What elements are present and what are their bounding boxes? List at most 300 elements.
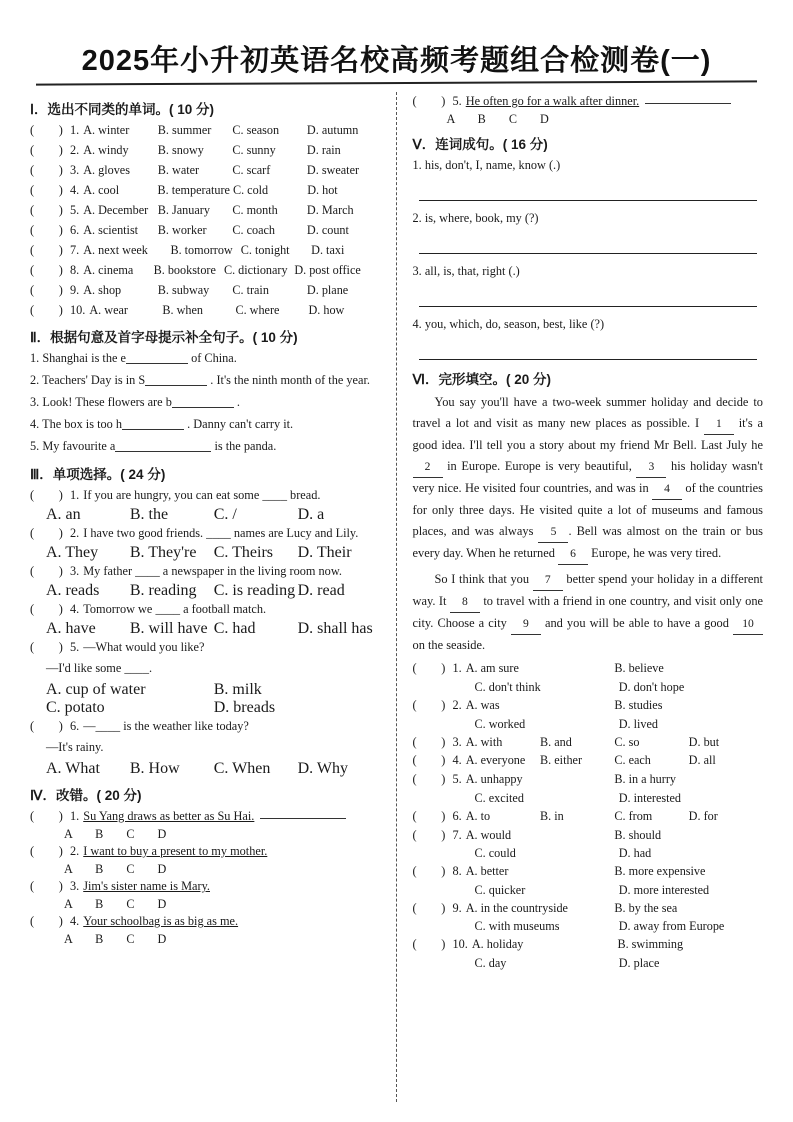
option-a[interactable]: A. to: [465, 808, 491, 823]
sentence-build-item: [413, 209, 764, 229]
word-list: his, don't, I, name, know (.): [424, 158, 561, 173]
fill-blank-item[interactable]: [30, 415, 382, 435]
section-4-heading: Ⅳ．改错。( 20 分): [30, 788, 142, 804]
option-b[interactable]: B. milk: [213, 681, 262, 699]
answer-paren[interactable]: ( ): [30, 602, 63, 617]
choice-letters[interactable]: A B C D: [446, 112, 559, 127]
option-c[interactable]: C. is reading: [213, 582, 296, 600]
cloze-blank-2[interactable]: 2: [413, 457, 443, 478]
option-d[interactable]: D. away from Europe: [618, 919, 725, 934]
answer-paren[interactable]: ( ): [30, 809, 63, 824]
question-number: 1.: [452, 661, 462, 676]
question-row[interactable]: [413, 771, 764, 789]
option-d[interactable]: D. more interested: [618, 882, 710, 897]
answer-paren[interactable]: ( ): [30, 163, 63, 178]
option-d[interactable]: D. March: [306, 203, 354, 218]
option-a[interactable]: A. They: [46, 544, 99, 562]
question-number: 2.: [70, 143, 80, 158]
answer-paren[interactable]: ( ): [30, 143, 63, 158]
option-a[interactable]: A. December: [83, 203, 149, 218]
error-sentence: Your schoolbag is as big as me.: [83, 914, 239, 929]
right-column: [397, 92, 764, 1102]
sentence-suffix: . Danny can't carry it.: [187, 417, 294, 432]
answer-paren[interactable]: ( ): [30, 879, 63, 894]
answer-paren[interactable]: ( ): [412, 734, 446, 749]
option-c[interactable]: C. scarf: [232, 163, 271, 178]
question-number: 3.: [412, 263, 422, 278]
word-list: you, which, do, season, best, like (?): [424, 316, 605, 331]
option-d[interactable]: D. had: [618, 846, 652, 861]
question-row[interactable]: [30, 301, 382, 320]
cloze-blank-5[interactable]: 5: [538, 522, 568, 543]
blank-input[interactable]: [172, 395, 234, 408]
option-a[interactable]: A. reads: [46, 582, 100, 600]
fill-blank-item[interactable]: [30, 371, 382, 391]
error-sentence: Su Yang draws as better as Su Hai.: [83, 809, 255, 824]
answer-paren[interactable]: ( ): [412, 772, 446, 787]
answer-paren[interactable]: ( ): [30, 914, 63, 929]
passage-part: You say you'll have a two-week summer holiday and decide to travel a lot and visit as many new places as possible. I: [412, 394, 763, 430]
option-d[interactable]: D. Their: [297, 544, 352, 562]
option-b[interactable]: B. worker: [157, 223, 207, 238]
option-d[interactable]: D. for: [688, 808, 718, 823]
word-list: all, is, that, right (.): [424, 263, 520, 278]
option-a[interactable]: A. holiday: [471, 937, 524, 952]
option-a[interactable]: A. unhappy: [465, 772, 523, 787]
answer-paren[interactable]: ( ): [30, 303, 63, 318]
cloze-blank-1[interactable]: 1: [704, 414, 734, 435]
answer-paren[interactable]: ( ): [30, 283, 63, 298]
option-b[interactable]: B. reading: [129, 582, 197, 600]
option-d[interactable]: D. interested: [618, 791, 682, 805]
option-b[interactable]: B. summer: [157, 123, 212, 137]
sentence-prefix: Shanghai is the e: [42, 351, 126, 366]
question-row[interactable]: [30, 161, 382, 180]
question-row[interactable]: [413, 936, 764, 954]
passage-part: So I think that you: [434, 572, 533, 587]
option-a[interactable]: A. an: [46, 506, 81, 524]
option-row[interactable]: [475, 790, 764, 808]
answer-blank[interactable]: [645, 92, 731, 104]
question-row[interactable]: [30, 877, 382, 896]
option-c[interactable]: C. season: [232, 123, 280, 137]
option-b[interactable]: B. more expensive: [614, 864, 706, 879]
option-a[interactable]: A. scientist: [83, 223, 139, 238]
option-row[interactable]: [46, 681, 382, 699]
question-number: 7.: [452, 827, 462, 842]
sentence-build-item: [413, 262, 764, 282]
sentence-prefix: Look! These flowers are b: [42, 395, 172, 410]
passage-part: on the seaside.: [412, 638, 486, 653]
question-number: 4.: [452, 753, 462, 768]
question-number: 6.: [70, 223, 80, 238]
question-number: 3.: [70, 564, 80, 579]
answer-paren[interactable]: ( ): [30, 183, 63, 198]
left-column: [30, 92, 397, 1102]
question-row[interactable]: [413, 808, 764, 826]
option-c[interactable]: C. could: [474, 846, 516, 861]
answer-paren[interactable]: ( ): [30, 223, 63, 238]
option-d[interactable]: D. rain: [306, 143, 341, 158]
option-b[interactable]: B. the: [129, 506, 169, 524]
option-b[interactable]: B. How: [129, 760, 180, 778]
option-row[interactable]: [46, 582, 382, 600]
question-number: 1.: [70, 123, 80, 137]
answer-paren[interactable]: ( ): [30, 719, 63, 734]
passage-part: it's a good idea. I'll tell you a story about my friend Mr Bell. Last July he: [412, 416, 763, 452]
option-c[interactable]: C. train: [232, 283, 269, 298]
option-a[interactable]: A. cool: [83, 183, 120, 198]
answer-write-line[interactable]: [419, 180, 758, 201]
option-b[interactable]: B. January: [157, 203, 210, 218]
option-c[interactable]: C. cold: [232, 183, 269, 198]
option-b[interactable]: B. will have: [129, 620, 208, 638]
question-number: 8.: [452, 864, 462, 879]
option-b[interactable]: B. studies: [614, 698, 663, 712]
question-stem: —____ is the weather like today?: [83, 719, 249, 734]
question-number: 6.: [70, 719, 80, 734]
option-b[interactable]: B. in: [540, 808, 564, 823]
option-d[interactable]: D. breads: [213, 699, 276, 717]
option-c[interactable]: C. coach: [232, 223, 275, 238]
question-row[interactable]: [30, 524, 382, 543]
question-number: 2.: [70, 526, 80, 541]
option-c[interactable]: C. /: [213, 506, 237, 524]
option-a[interactable]: A. shop: [83, 283, 122, 298]
question-row[interactable]: [413, 660, 764, 678]
option-a[interactable]: A. What: [46, 760, 100, 778]
answer-write-line[interactable]: [419, 286, 758, 307]
option-row[interactable]: [475, 955, 764, 973]
option-c[interactable]: C. dictionary: [223, 263, 288, 278]
question-stem-line2: —It's rainy.: [46, 740, 104, 755]
question-row[interactable]: [30, 638, 382, 657]
question-stem: Tomorrow we ____ a football match.: [83, 602, 267, 617]
option-d[interactable]: D. read: [297, 582, 345, 600]
passage-part: in Europe. Europe is very beautiful,: [442, 459, 637, 474]
option-a[interactable]: A. with: [465, 734, 503, 749]
option-c[interactable]: C. had: [213, 620, 256, 638]
option-a[interactable]: A. cup of water: [46, 681, 146, 699]
question-row[interactable]: [30, 221, 382, 240]
answer-paren[interactable]: ( ): [412, 827, 446, 842]
question-row[interactable]: [30, 201, 382, 220]
option-a[interactable]: A. gloves: [83, 163, 130, 178]
title-block: [30, 24, 763, 86]
option-c[interactable]: C. month: [232, 203, 278, 218]
question-row[interactable]: [30, 717, 382, 736]
option-d[interactable]: D. sweater: [306, 163, 360, 178]
option-b[interactable]: B. either: [540, 753, 583, 768]
question-number: 5.: [70, 640, 80, 655]
option-b[interactable]: B. in a hurry: [614, 772, 676, 787]
option-c[interactable]: C. Theirs: [213, 544, 274, 562]
sentence-prefix: My favourite a: [42, 439, 116, 454]
option-b[interactable]: B. temperature: [157, 183, 230, 198]
question-number: 8.: [70, 263, 80, 278]
section-1-heading: Ⅰ．选出不同类的单词。( 10 分): [30, 102, 214, 117]
option-d[interactable]: D. don't hope: [618, 680, 685, 695]
question-number: 5.: [452, 94, 462, 108]
question-number: 10.: [70, 303, 86, 318]
option-d[interactable]: D. a: [297, 506, 325, 524]
question-number: 4.: [70, 914, 80, 929]
question-row[interactable]: [30, 141, 382, 160]
question-number: 10.: [452, 937, 468, 952]
question-number: 4.: [412, 316, 422, 331]
option-d[interactable]: D. all: [688, 753, 716, 768]
answer-paren[interactable]: ( ): [30, 123, 63, 137]
option-c[interactable]: C. worked: [474, 716, 526, 731]
option-c[interactable]: C. When: [213, 760, 271, 778]
passage-part: Europe, he was very tired.: [588, 546, 722, 561]
question-number: 2.: [412, 210, 422, 225]
title-divider: [36, 80, 757, 85]
option-c[interactable]: C. sunny: [232, 143, 276, 158]
question-stem: —What would you like?: [83, 640, 205, 655]
option-d[interactable]: D. count: [306, 223, 349, 238]
section-6-heading: Ⅵ．完形填空。( 20 分): [412, 371, 551, 387]
two-column-body: [30, 92, 763, 1102]
cloze-blank-8[interactable]: 8: [450, 592, 480, 613]
choice-letters[interactable]: A B C D: [64, 932, 177, 947]
section-5-heading: Ⅴ．连词成句。( 16 分): [412, 137, 548, 153]
option-b[interactable]: B. when: [162, 303, 204, 318]
option-row[interactable]: [46, 620, 382, 638]
answer-paren[interactable]: ( ): [412, 698, 446, 712]
option-d[interactable]: D. but: [688, 734, 720, 749]
option-a[interactable]: A. was: [465, 698, 500, 712]
question-number: 1.: [70, 488, 80, 502]
question-row[interactable]: [413, 734, 764, 752]
cloze-blank-9[interactable]: 9: [511, 614, 541, 635]
sentence-suffix: is the panda.: [214, 439, 277, 454]
option-d[interactable]: D. shall has: [297, 620, 373, 638]
option-d[interactable]: D. place: [618, 955, 660, 970]
option-a[interactable]: A. everyone: [465, 753, 526, 768]
question-stem: My father ____ a newspaper in the living room now.: [83, 564, 342, 579]
option-d[interactable]: D. lived: [618, 716, 659, 731]
option-c[interactable]: C. with museums: [474, 919, 560, 934]
option-a[interactable]: A. better: [465, 864, 509, 879]
answer-paren[interactable]: ( ): [30, 844, 63, 859]
cloze-blank-4[interactable]: 4: [652, 479, 682, 500]
question-number: 1.: [412, 158, 422, 173]
page-title: 2025年小升初英语名校高频考题组合检测卷(一): [81, 45, 712, 77]
word-list: is, where, book, my (?): [424, 210, 539, 225]
error-sentence: He often go for a walk after dinner.: [465, 94, 640, 108]
question-row[interactable]: [30, 121, 382, 140]
cloze-blank-6[interactable]: 6: [558, 544, 588, 565]
option-b[interactable]: B. They're: [129, 544, 197, 562]
option-c[interactable]: C. where: [235, 303, 280, 318]
option-b[interactable]: B. tomorrow: [170, 243, 233, 258]
question-number: 3.: [70, 879, 80, 894]
answer-paren[interactable]: ( ): [412, 937, 446, 952]
option-b[interactable]: B. and: [540, 734, 572, 749]
question-row[interactable]: [413, 827, 764, 845]
option-d[interactable]: D. how: [308, 303, 345, 318]
answer-paren[interactable]: ( ): [412, 661, 446, 676]
question-row[interactable]: [30, 807, 382, 826]
option-row[interactable]: [475, 882, 764, 900]
blank-input[interactable]: [126, 351, 188, 364]
question-number: 4.: [70, 183, 80, 198]
blank-input[interactable]: [115, 439, 211, 452]
question-row[interactable]: [30, 261, 382, 280]
question-stem-line2: —I'd like some ____.: [46, 661, 153, 676]
option-row[interactable]: [46, 544, 382, 562]
answer-paren[interactable]: ( ): [30, 488, 63, 502]
question-row[interactable]: [413, 863, 764, 881]
answer-paren[interactable]: ( ): [412, 864, 446, 879]
answer-paren[interactable]: ( ): [30, 640, 63, 655]
question-row[interactable]: [413, 752, 764, 770]
option-c[interactable]: C. don't think: [474, 680, 541, 695]
question-row[interactable]: [30, 600, 382, 619]
option-c[interactable]: C. each: [614, 753, 651, 768]
option-row[interactable]: [46, 699, 382, 717]
fill-blank-item[interactable]: [30, 349, 382, 369]
fill-blank-item[interactable]: [30, 437, 382, 457]
passage-part: to travel with a friend in one country, and visit only one city. Choose a city: [412, 594, 764, 631]
answer-paren[interactable]: ( ): [30, 243, 63, 258]
sentence-suffix: .: [236, 395, 240, 410]
option-b[interactable]: B. bookstore: [153, 263, 216, 278]
option-c[interactable]: C. tonight: [240, 243, 290, 258]
option-row[interactable]: [475, 679, 764, 697]
option-b[interactable]: B. believe: [614, 661, 664, 676]
answer-paren[interactable]: ( ): [30, 203, 63, 218]
option-b[interactable]: B. should: [614, 827, 662, 842]
option-b[interactable]: B. by the sea: [614, 900, 678, 915]
option-d[interactable]: D. hot: [307, 183, 338, 198]
passage-part: of the countries for only three days. He visited quite a lot of museums and famous places, and was always: [412, 481, 763, 539]
fill-blank-item[interactable]: [30, 393, 382, 413]
option-d[interactable]: D. Why: [297, 760, 348, 778]
choice-letters[interactable]: A B C D: [64, 897, 177, 912]
question-row[interactable]: [30, 281, 382, 300]
cloze-blank-3[interactable]: 3: [636, 457, 666, 478]
question-number: 1.: [70, 809, 80, 824]
option-row[interactable]: [46, 506, 382, 524]
answer-paren[interactable]: ( ): [412, 753, 446, 768]
question-number: 3.: [70, 163, 80, 178]
answer-paren[interactable]: ( ): [412, 900, 446, 915]
option-row[interactable]: [475, 845, 764, 863]
option-b[interactable]: B. snowy: [157, 143, 204, 158]
option-d[interactable]: D. taxi: [311, 243, 345, 258]
sentence-build-item: [413, 315, 764, 335]
question-row[interactable]: [30, 181, 382, 200]
choice-letters[interactable]: A B C D: [64, 827, 177, 842]
option-c[interactable]: C. from: [614, 808, 653, 823]
option-c[interactable]: C. day: [474, 955, 507, 970]
option-b[interactable]: B. subway: [157, 283, 210, 298]
answer-paren[interactable]: ( ): [30, 564, 63, 579]
question-number: 4.: [70, 602, 80, 617]
question-row[interactable]: [30, 486, 382, 505]
question-number: 3.: [452, 734, 462, 749]
question-row[interactable]: [413, 92, 764, 111]
cloze-blank-10[interactable]: 10: [733, 614, 763, 635]
passage-part: and you will be able to have a good: [540, 616, 733, 631]
question-number: 2.: [452, 698, 462, 712]
option-b[interactable]: B. swimming: [617, 937, 684, 952]
question-number: 7.: [70, 243, 80, 258]
error-sentence: I want to buy a present to my mother.: [83, 844, 268, 859]
question-row[interactable]: [413, 697, 764, 715]
answer-write-line[interactable]: [419, 339, 758, 360]
option-a[interactable]: A. cinema: [83, 263, 134, 278]
option-c[interactable]: C. excited: [474, 791, 524, 805]
option-a[interactable]: A. winter: [83, 123, 130, 137]
error-sentence: Jim's sister name is Mary.: [83, 879, 210, 894]
question-number: 3.: [30, 395, 40, 410]
question-number: 5.: [30, 439, 40, 454]
option-row[interactable]: [475, 918, 764, 936]
passage-part: better spend your holiday in a different way. It: [412, 572, 763, 609]
blank-input[interactable]: [122, 417, 184, 430]
question-row[interactable]: [30, 912, 382, 931]
question-stem: If you are hungry, you can eat some ____ bread.: [83, 488, 321, 502]
answer-write-line[interactable]: [419, 233, 758, 254]
answer-blank[interactable]: [260, 807, 346, 819]
sentence-prefix: The box is too h: [42, 417, 123, 432]
option-d[interactable]: D. autumn: [306, 123, 359, 137]
question-row[interactable]: [413, 900, 764, 918]
cloze-passage: [413, 392, 764, 566]
choice-letters[interactable]: A B C D: [64, 862, 177, 877]
option-a[interactable]: A. wear: [89, 303, 128, 318]
option-row[interactable]: [475, 716, 764, 734]
question-number: 2.: [70, 844, 80, 859]
question-row[interactable]: [30, 562, 382, 581]
question-row[interactable]: [30, 241, 382, 260]
answer-paren[interactable]: ( ): [412, 94, 446, 108]
option-c[interactable]: C. quicker: [474, 882, 526, 897]
cloze-passage-2: [413, 569, 764, 656]
question-number: 9.: [452, 900, 462, 915]
question-number: 4.: [30, 417, 40, 432]
answer-paren[interactable]: ( ): [30, 263, 63, 278]
passage-part: his holiday wasn't very nice. He visited four countries, and was in: [412, 459, 763, 496]
question-number: 9.: [70, 283, 80, 298]
answer-paren[interactable]: ( ): [412, 808, 446, 823]
sentence-suffix: of China.: [191, 351, 237, 366]
blank-input[interactable]: [145, 373, 207, 386]
option-b[interactable]: B. water: [157, 163, 200, 178]
option-a[interactable]: A. am sure: [465, 661, 519, 676]
option-d[interactable]: D. post office: [294, 263, 361, 278]
option-a[interactable]: A. have: [46, 620, 96, 638]
option-row[interactable]: [46, 760, 382, 778]
sentence-build-item: [413, 156, 764, 176]
option-a[interactable]: A. windy: [83, 143, 129, 158]
option-c[interactable]: C. so: [614, 734, 640, 749]
question-number: 6.: [452, 808, 462, 823]
question-row[interactable]: [30, 842, 382, 861]
answer-paren[interactable]: ( ): [30, 526, 63, 541]
question-number: 2.: [30, 373, 40, 388]
question-number: 5.: [70, 203, 80, 218]
option-d[interactable]: D. plane: [306, 283, 349, 298]
cloze-blank-7[interactable]: 7: [533, 570, 563, 591]
option-a[interactable]: A. would: [465, 827, 512, 842]
option-a[interactable]: A. in the countryside: [465, 900, 568, 915]
option-a[interactable]: A. next week: [83, 243, 148, 258]
option-c[interactable]: C. potato: [46, 699, 105, 717]
